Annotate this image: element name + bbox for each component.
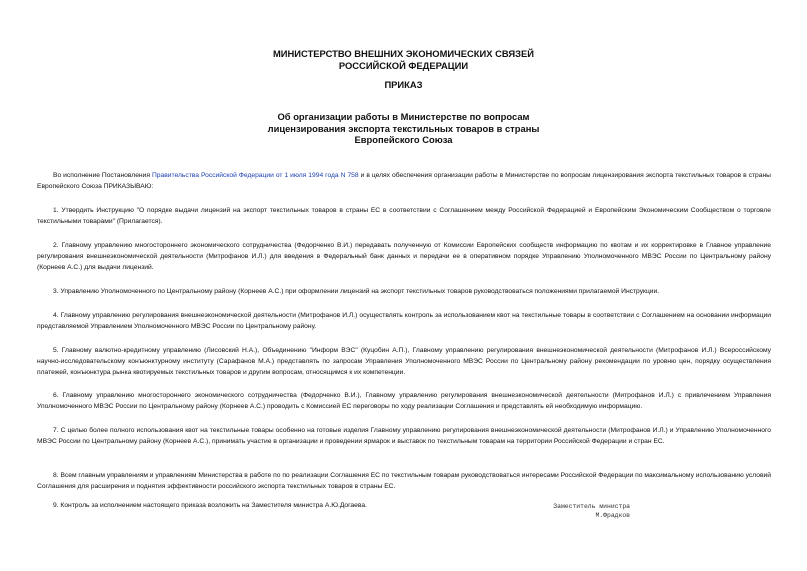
order-item-1: 1. Утвердить Инструкцию "О порядке выдачи лицензий на экспорт текстильных товаров в страны ЕС в соответствии с Соглашением между Российской Федерацией и Европейским Экономическим Сообществом о торговле текстильными товарами" (Прилагается). (37, 207, 771, 226)
order-item-4: 4. Главному управлению регулирования внешнеэкономической деятельности (Митрофанов И.Л.) осуществлять контроль за использованием квот на текстильные товары в соответствии с Соглашением на основании информации представляемой Управлением Уполномоченного МВЭС России по Центральному району. (37, 312, 771, 331)
signature-name: М.Фрадков (595, 512, 630, 519)
order-item-3: 3. Управлению Уполномоченного по Центральному району (Корнеев А.С.) при оформлении лицензий на экспорт текстильных товаров руководствоваться положениями прилагаемой Инструкции. (53, 288, 660, 295)
subject-line-1: Об организации работы в Министерстве по вопросам (277, 111, 530, 122)
ministry-heading (0, 48, 807, 71)
subject-line-2: лицензирования экспорта текстильных товаров в страны (267, 122, 540, 134)
preamble-paragraph (37, 170, 771, 192)
order-item-2: 2. Главному управлению многостороннего экономического сотрудничества (Федорченко В.И.) передавать полученную от Комиссии Европейских сообществ информацию по квотам и их корректировке в Главное управление регулирования внешнеэкономической деятельности (Митрофанов И.Л.) для введения в Федеральный банк данных и передачи ее в оперативном порядке Управлению Уполномоченного МВЭС России по Центральному району (Корнеев А.С.) для выдачи лицензий. (37, 242, 771, 272)
subject-line-3: Европейского Союза (354, 134, 453, 145)
document-subject (0, 111, 807, 146)
signature-block (540, 502, 630, 520)
document-type: ПРИКАЗ (384, 79, 423, 90)
order-item-7: 7. С целью более полного использования квот на текстильные товары особенно на готовые изделия Главному управлению регулирования внешнеэкономической деятельности (Митрофанов И.Л.) и Управлению Уполномоченного МВЭС России по Центральному району (Корнеев А.С.), принимать участие в организации и проведении ярмарок и выставок по текстильным товарам на территории Российской Федерации и стран ЕС. (37, 427, 771, 446)
preamble-text-before: Во исполнение Постановления (53, 172, 152, 179)
order-item-8: 8. Всем главным управлениям и управлениям Министерства в работе по по реализации Соглашения ЕС по текстильным товарам руководствоваться интересами Российской Федерации по максимальному использованию условий Соглашения для расширения и поднятия эффективности российского экспорта текстильных товаров в страны ЕС. (37, 472, 771, 491)
signature-title: Заместитель министра (553, 503, 630, 510)
ministry-line-1: МИНИСТЕРСТВО ВНЕШНИХ ЭКОНОМИЧЕСКИХ СВЯЗЕЙ (272, 48, 534, 59)
order-item-5: 5. Главному валютно-кредитному управлению (Лисовский Н.А.), Объединению "Информ ВЭС" (Куцобин А.П.), Главному управлению регулирования внешнеэкономической деятельности (Митрофанов И.Л.) Всероссийскому научно-исследовательскому конъюнктурному институту (Сарафанов М.А.) представлять по запросам Управления Уполномоченного МВЭС России по Центральному району рекомендации по уровню цен, порядку осуществления платежей, конъюнктура рынка квотируемых текстильных товаров и другим вопросам, относящимся к их компетенции. (37, 347, 771, 377)
order-item-6: 6. Главному управлению многостороннего экономического сотрудничества (Федорченко В.И.), Главному управлению регулирования внешнеэкономической деятельности (Митрофанов И.Л.) с привлечением Управления Уполномоченного МВЭС России по Центральному району (Корнеев А.С.) проводить с Комиссией ЕС переговоры по ходу реализации Соглашения и представлять ей необходимую информацию. (37, 392, 771, 411)
preamble-text-after: и в целях обеспечения организации работы в Министерстве по вопросам лицензирования экспорта текстильных товаров в страны Европейского Союза ПРИКАЗЫВАЮ: (37, 172, 771, 191)
ministry-line-2: РОССИЙСКОЙ ФЕДЕРАЦИИ (338, 59, 469, 71)
order-item-9: 9. Контроль за исполнением настоящего приказа возложить на Заместителя министра А.Ю.Догаева. (53, 502, 367, 509)
government-decree-link[interactable]: Правительства Российской Федерации от 1 июля 1994 года N 758 (151, 172, 359, 179)
